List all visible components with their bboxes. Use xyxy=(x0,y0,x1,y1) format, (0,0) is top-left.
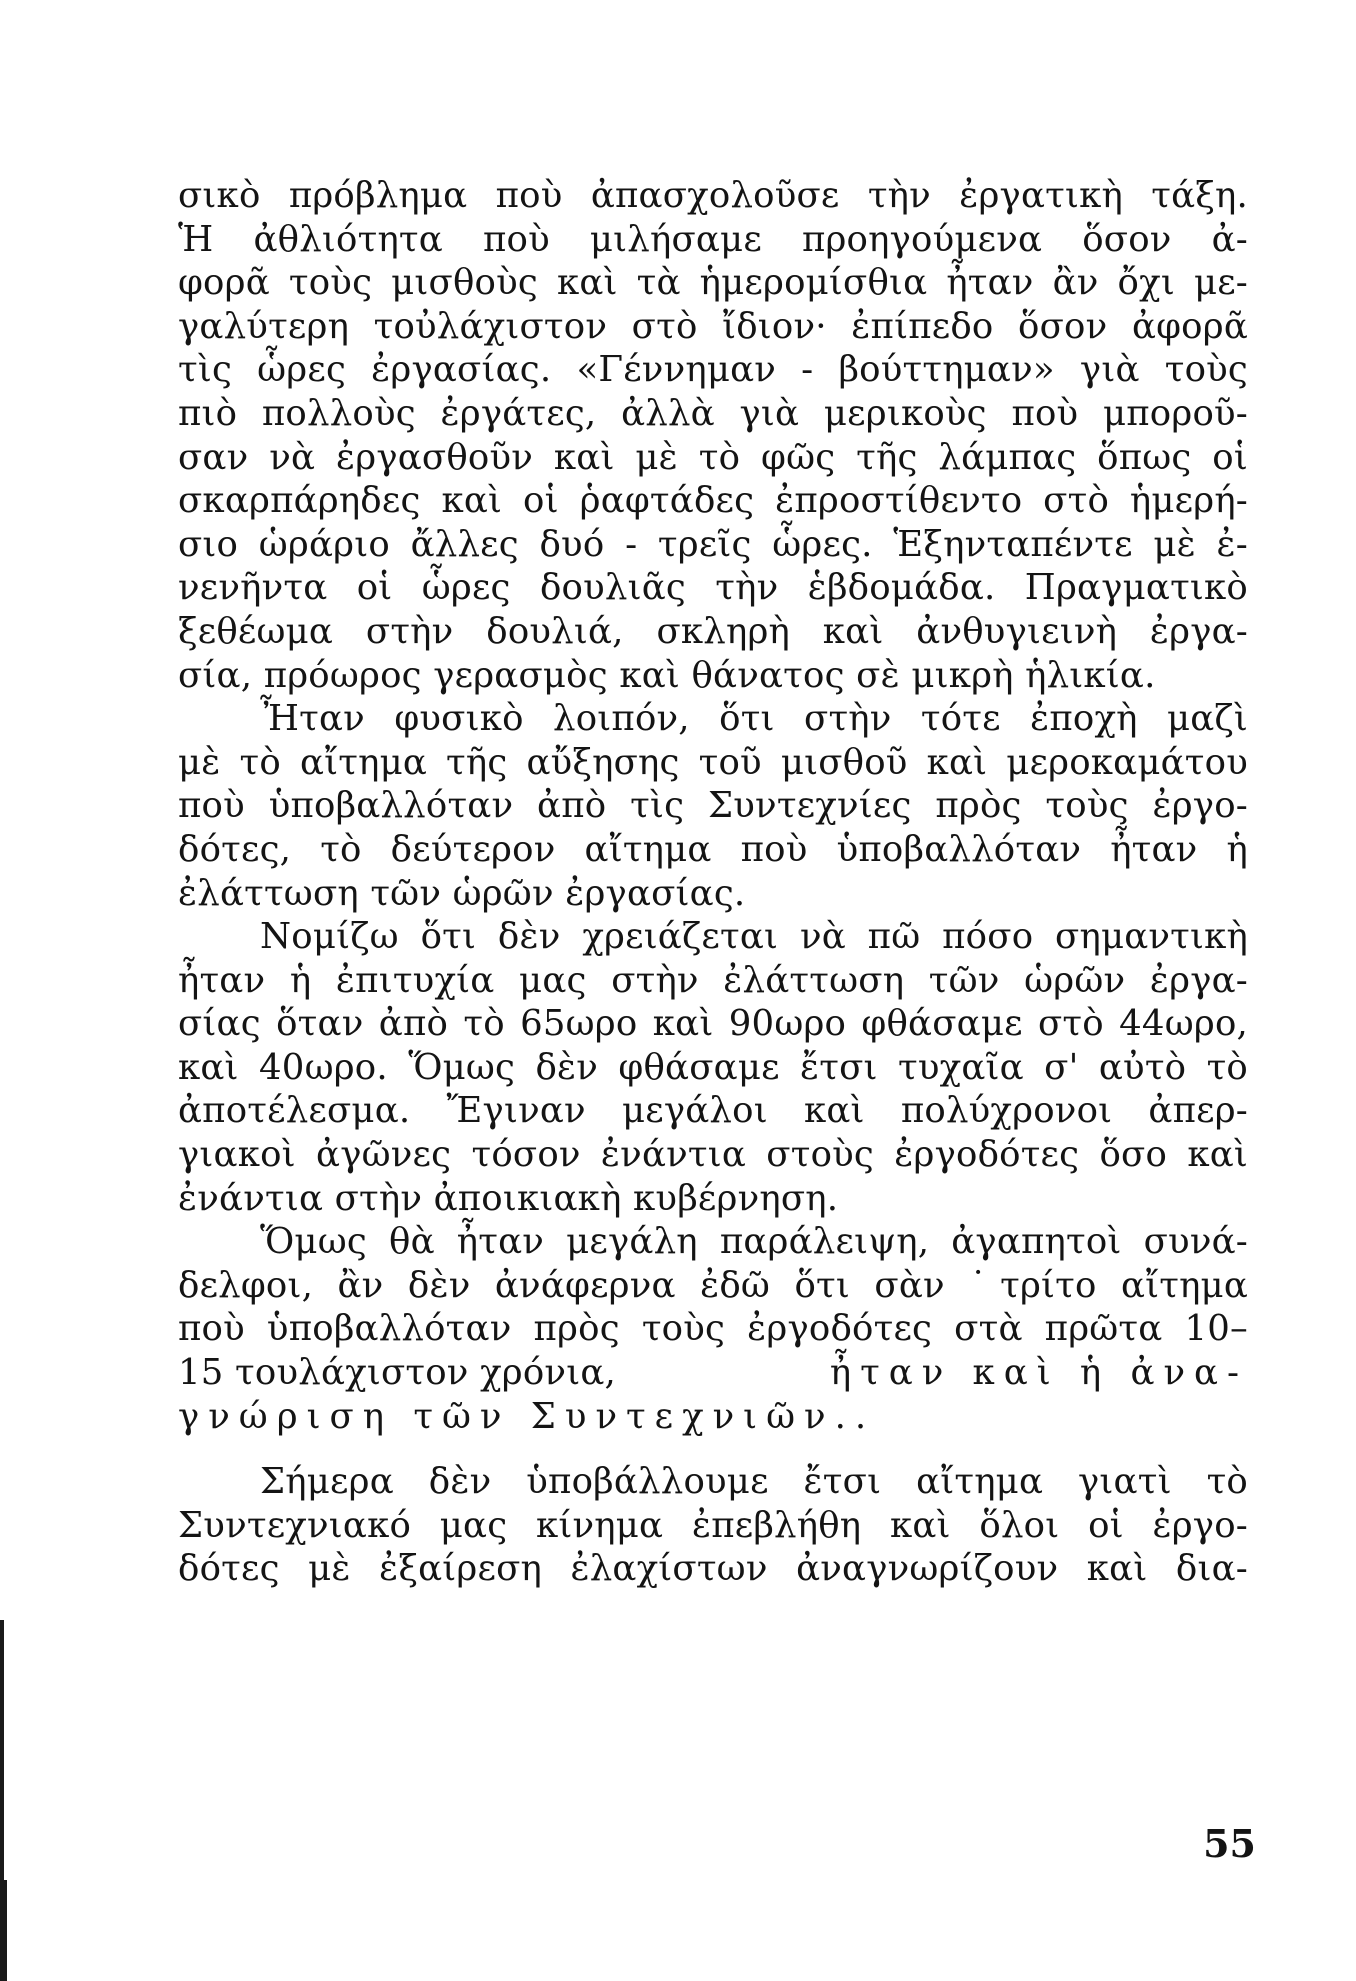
text-line-split xyxy=(178,1351,1248,1395)
text-line: Ἦταν φυσικὸ λοιπόν, ὅτι στὴν τότε ἐποχὴ μαζὶ xyxy=(260,698,1248,740)
text-line: Ἡ ἀθλιότητα ποὺ μιλήσαμε προηγούμενα ὅσον ἀ- xyxy=(178,218,1248,260)
text-line: ποὺ ὑποβαλλόταν πρὸς τοὺς ἐργοδότες στὰ πρῶτα 10– xyxy=(178,1308,1248,1350)
text-line: δότες, τὸ δεύτερον αἴτημα ποὺ ὑποβαλλόταν ἦταν ἡ xyxy=(178,828,1248,870)
text-line: νενῆντα οἱ ὧρες δουλιᾶς τὴν ἑβδομάδα. Πραγματικὸ xyxy=(178,567,1248,609)
text-line: δελφοι, ἂν δὲν ἀνάφερνα ἐδῶ ὅτι σὰν ˙τρίτο αἴτημα xyxy=(178,1264,1248,1306)
emphasized-text-line: γνώριση τῶν Συντεχνιῶν.. xyxy=(178,1395,876,1437)
text-line: Συντεχνιακό μας κίνημα ἐπεβλήθη καὶ ὅλοι οἱ ἐργο- xyxy=(178,1504,1248,1546)
page-number: 55 xyxy=(1203,1821,1256,1866)
text-line: τὶς ὧρες ἐργασίας. «Γέννημαν - βούττημαν» γιὰ τοὺς xyxy=(178,349,1248,391)
text-segment: 15 τουλάχιστον χρόνια, xyxy=(178,1352,616,1394)
text-line: γιακοὶ ἀγῶνες τόσον ἐνάντια στοὺς ἐργοδότες ὅσο καὶ xyxy=(178,1134,1248,1176)
text-line: ἀποτέλεσμα. Ἔγιναν μεγάλοι καὶ πολύχρονοι ἀπερ- xyxy=(178,1090,1248,1132)
text-line: ξεθέωμα στὴν δουλιά, σκληρὴ καὶ ἀνθυγιεινὴ ἐργα- xyxy=(178,610,1248,652)
text-line: ποὺ ὑποβαλλόταν ἀπὸ τὶς Συντεχνίες πρὸς τοὺς ἐργο- xyxy=(178,785,1248,827)
text-line: σία, πρόωρος γερασμὸς καὶ θάνατος σὲ μικρὴ ἡλικία. xyxy=(178,654,1156,696)
text-line: Ὅμως θὰ ἦταν μεγάλη παράλειψη, ἀγαπητοὶ συνά- xyxy=(260,1221,1248,1263)
text-line: σικὸ πρόβλημα ποὺ ἀπασχολοῦσε τὴν ἐργατικὴ τάξη. xyxy=(178,175,1248,216)
text-line: Νομίζω ὅτι δὲν χρειάζεται νὰ πῶ πόσο σημαντικὴ xyxy=(260,916,1248,958)
text-line: καὶ 40ωρο. Ὅμως δὲν φθάσαμε ἔτσι τυχαῖα σ' αὐτὸ τὸ xyxy=(178,1046,1248,1088)
text-line: Σήμερα δὲν ὑποβάλλουμε ἔτσι αἴτημα γιατὶ τὸ xyxy=(260,1461,1248,1503)
text-line: ἐνάντια στὴν ἀποικιακὴ κυβέρνηση. xyxy=(178,1177,839,1219)
body-text xyxy=(178,174,1248,1591)
text-line: πιὸ πολλοὺς ἐργάτες, ἀλλὰ γιὰ μερικοὺς ποὺ μποροῦ- xyxy=(178,392,1248,434)
text-line: σιο ὡράριο ἄλλες δυό - τρεῖς ὧρες. Ἑξηνταπέντε μὲ ἐ- xyxy=(178,523,1248,565)
text-line: ἐλάττωση τῶν ὡρῶν ἐργασίας. xyxy=(178,872,746,914)
text-line: μὲ τὸ αἴτημα τῆς αὔξησης τοῦ μισθοῦ καὶ μεροκαμάτου xyxy=(178,741,1248,783)
emphasized-text: ἦταν καὶ ἡ ἀνα- xyxy=(829,1352,1248,1394)
paragraph-gap xyxy=(178,1438,1248,1460)
text-line: σίας ὅταν ἀπὸ τὸ 65ωρο καὶ 90ωρο φθάσαμε στὸ 44ωρο, xyxy=(178,1003,1248,1045)
text-line: φορᾶ τοὺς μισθοὺς καὶ τὰ ἡμερομίσθια ἦταν ἂν ὄχι με- xyxy=(178,262,1248,304)
text-line: ἦταν ἡ ἐπιτυχία μας στὴν ἐλάττωση τῶν ὡρῶν ἐργα- xyxy=(178,959,1248,1001)
text-line: σαν νὰ ἐργασθοῦν καὶ μὲ τὸ φῶς τῆς λάμπας ὅπως οἱ xyxy=(178,436,1248,478)
text-line: δότες μὲ ἐξαίρεση ἐλαχίστων ἀναγνωρίζουν καὶ δια- xyxy=(178,1548,1248,1590)
text-line: σκαρπάρηδες καὶ οἱ ῥαφτάδες ἐπροστίθεντο στὸ ἡμερή- xyxy=(178,480,1248,522)
scan-edge-mark xyxy=(4,1880,7,1981)
text-line: γαλύτερη τοὐλάχιστον στὸ ἴδιον· ἐπίπεδο ὅσον ἀφορᾶ xyxy=(178,305,1248,347)
